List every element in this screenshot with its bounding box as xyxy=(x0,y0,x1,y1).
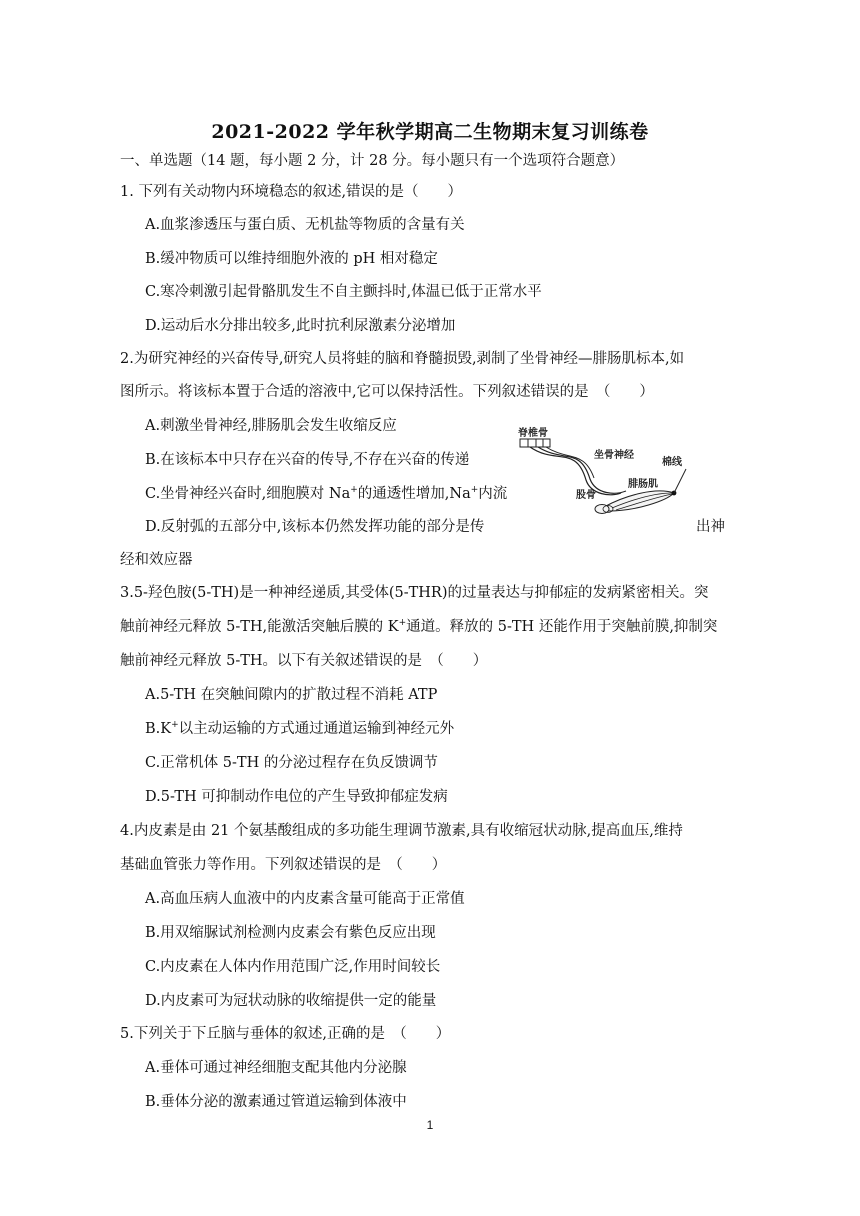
question-2-option-d-continued: 出神 xyxy=(696,519,725,535)
question-4-option-c: C.内皮素在人体内作用范围广泛,作用时间较长 xyxy=(145,959,441,975)
question-3-stem-line-1: 3.5-羟色胺(5-TH)是一种神经递质,其受体(5-THR)的过量表达与抑郁症的发病紧密相关。突 xyxy=(120,585,709,601)
question-1-option-c: C.寒冷刺激引起骨骼肌发生不自主颤抖时,体温已低于正常水平 xyxy=(145,284,542,300)
question-5-option-a: A.垂体可通过神经细胞支配其他内分泌腺 xyxy=(145,1060,407,1076)
section-heading: 一、单选题（14 题，每小题 2 分，计 28 分。每小题只有一个选项符合题意） xyxy=(120,153,625,169)
question-2-option-d-wrap: 经和效应器 xyxy=(120,552,193,568)
question-3-stem-line-2: 触前神经元释放 5-TH,能激活突触后膜的 K+通道。释放的 5-TH 还能作用于突触前膜,抑制突 xyxy=(120,618,718,635)
question-2-stem-line-2: 图所示。将该标本置于合适的溶液中,它可以保持活性。下列叙述错误的是 （ ） xyxy=(120,384,654,400)
question-3-option-b: B.K+以主动运输的方式通过通道运输到神经元外 xyxy=(145,720,455,737)
question-2-option-a: A.刺激坐骨神经,腓肠肌会发生收缩反应 xyxy=(145,418,397,434)
nerve-muscle-specimen-figure xyxy=(516,425,696,520)
figure-label-thread: 棉线 xyxy=(662,457,682,468)
question-2-stem-line-1: 2.为研究神经的兴奋传导,研究人员将蛙的脑和脊髓损毁,剥制了坐骨神经—腓肠肌标本,如 xyxy=(120,351,685,367)
question-1-option-b: B.缓冲物质可以维持细胞外液的 pH 相对稳定 xyxy=(145,251,438,267)
question-4-stem-line-1: 4.内皮素是由 21 个氨基酸组成的多功能生理调节激素,具有收缩冠状动脉,提高血压,维持 xyxy=(120,823,683,839)
question-2-option-b: B.在该标本中只存在兴奋的传导,不存在兴奋的传递 xyxy=(145,452,470,468)
question-3-option-a: A.5-TH 在突触间隙内的扩散过程不消耗 ATP xyxy=(145,687,438,703)
figure-label-femur: 股骨 xyxy=(576,490,596,501)
question-4-option-d: D.内皮素可为冠状动脉的收缩提供一定的能量 xyxy=(145,993,437,1009)
question-2-option-d: D.反射弧的五部分中,该标本仍然发挥功能的部分是传 xyxy=(145,519,485,535)
question-1-option-a: A.血浆渗透压与蛋白质、无机盐等物质的含量有关 xyxy=(145,217,465,233)
question-5-stem: 5.下列关于下丘脑与垂体的叙述,正确的是 （ ） xyxy=(120,1026,451,1042)
question-1-option-d: D.运动后水分排出较多,此时抗利尿激素分泌增加 xyxy=(145,318,456,334)
question-5-option-b: B.垂体分泌的激素通过管道运输到体液中 xyxy=(145,1094,407,1110)
question-3-option-d: D.5-TH 可抑制动作电位的产生导致抑郁症发病 xyxy=(145,789,448,805)
page-number: 1 xyxy=(426,1118,434,1132)
question-3-option-c: C.正常机体 5-TH 的分泌过程存在负反馈调节 xyxy=(145,755,438,771)
figure-label-gastrocnemius: 腓肠肌 xyxy=(628,479,658,490)
question-1-stem: 1. 下列有关动物内环境稳态的叙述,错误的是（ ） xyxy=(120,184,463,200)
figure-label-spine: 脊椎骨 xyxy=(518,428,548,439)
figure-label-sciatic: 坐骨神经 xyxy=(594,450,634,461)
question-3-stem-line-3: 触前神经元释放 5-TH。以下有关叙述错误的是 （ ） xyxy=(120,653,488,669)
question-4-option-b: B.用双缩脲试剂检测内皮素会有紫色反应出现 xyxy=(145,925,436,941)
question-4-option-a: A.高血压病人血液中的内皮素含量可能高于正常值 xyxy=(145,891,465,907)
page-title: 2021-2022 学年秋学期高二生物期末复习训练卷 xyxy=(211,121,649,143)
question-2-option-c: C.坐骨神经兴奋时,细胞膜对 Na+的通透性增加,Na+内流 xyxy=(145,485,508,502)
question-4-stem-line-2: 基础血管张力等作用。下列叙述错误的是 （ ） xyxy=(120,857,447,873)
